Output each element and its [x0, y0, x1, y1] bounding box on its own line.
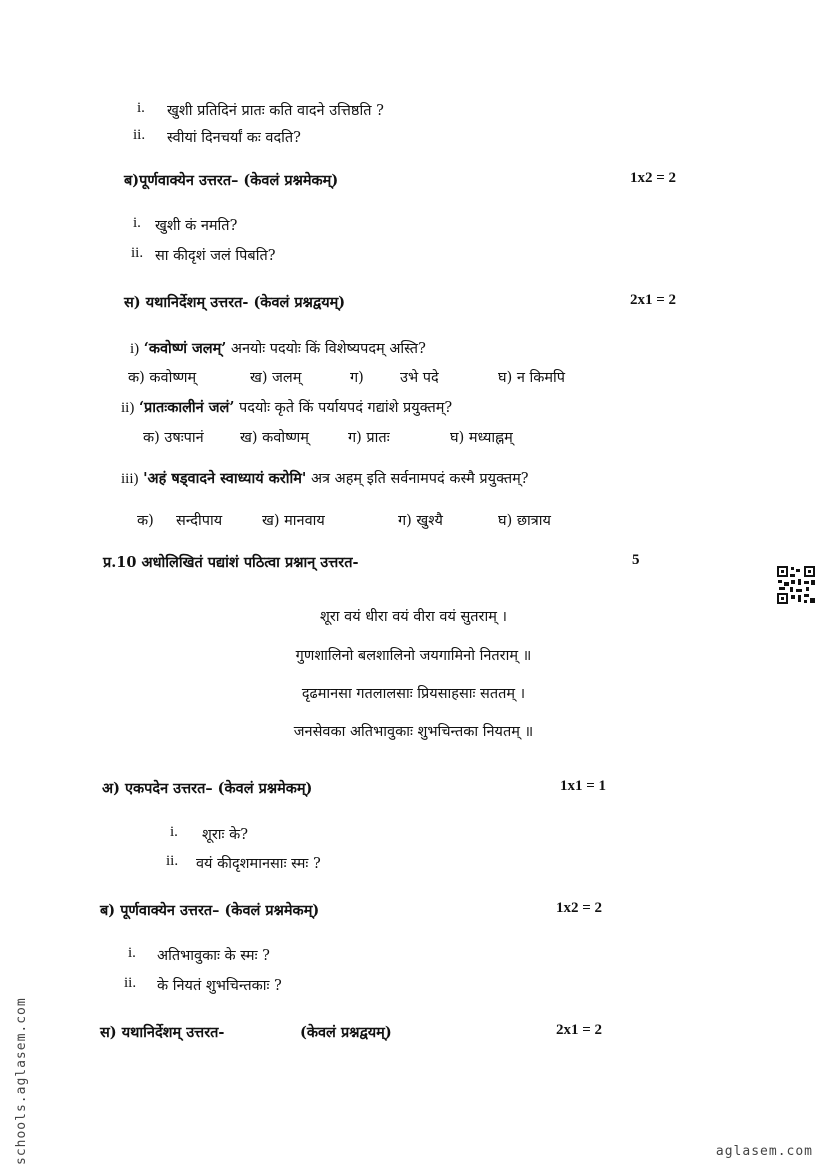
q10-b-i-text: अतिभावुकाः के स्मः ? [157, 948, 270, 964]
q9-s-q3-option-c: ग) खुश्यै [398, 513, 443, 529]
q9-s-question-3 [121, 468, 529, 488]
q10-a-heading: अ) एकपदेन उत्तरत– (केवलं प्रश्नमेकम्) [102, 780, 313, 797]
q9-s-q2-option-c: ग) प्रातः [348, 430, 390, 446]
q9-s-q3-option-d: घ) छात्राय [498, 513, 551, 529]
q9-s-q1-option-c-text: उभे पदे [400, 370, 439, 386]
q9-s-q1-number: i) [130, 341, 140, 357]
q9-s-q1-option-c: ग) [350, 370, 364, 386]
q9-b-i-number: i. [133, 215, 141, 231]
q9-s-q3-rest: अत्र अहम् इति सर्वनामपदं कस्मै प्रयुक्तम्? [306, 471, 529, 487]
q9-s-q3-option-a-text: सन्दीपाय [176, 513, 223, 529]
q9-s-q2-bold: ‘प्रातःकालीनं जलं’ [138, 399, 235, 416]
verse-line-3: दृढमानसा गतलालसाः प्रियसाहसाः सततम् । [301, 686, 526, 702]
q9-prev-i-text: खुशी प्रतिदिनं प्रातः कति वादने उत्तिष्ठति ? [167, 103, 384, 119]
q9-prev-ii-number: ii. [133, 127, 146, 143]
q9-s-heading: स) यथानिर्देशम् उत्तरत- (केवलं प्रश्नद्वयम्) [124, 294, 346, 311]
q9-b-ii-number: ii. [131, 245, 144, 261]
qr-code-icon [776, 565, 816, 605]
verse-line-4: जनसेवका अतिभावुकाः शुभचिन्तका नियतम् ॥ [293, 724, 534, 740]
q9-s-q2-number: ii) [121, 400, 135, 416]
q9-s-question-2 [121, 397, 452, 417]
q9-s-q2-option-d: घ) मध्याह्नम् [450, 430, 513, 446]
verse-line-2: गुणशालिनो बलशालिनो जयगामिनो नितराम् ॥ [295, 648, 532, 664]
q9-s-q2-rest: पदयोः कृते किं पर्यायपदं गद्यांशे प्रयुक्तम्? [234, 400, 453, 416]
q9-b-marks: 1x2 = 2 [630, 170, 677, 186]
q10-a-ii-number: ii. [166, 853, 179, 869]
q9-s-q2-option-a: क) उषःपानं [143, 430, 204, 446]
q10-s-heading: स) यथानिर्देशम् उत्तरत- [100, 1024, 225, 1041]
q10-s-heading-note: (केवलं प्रश्नद्वयम्) [300, 1024, 392, 1041]
corner-watermark: aglasem.com [715, 1144, 813, 1159]
q10-b-heading: ब) पूर्णवाक्येन उत्तरत– (केवलं प्रश्नमेकम्) [100, 902, 320, 919]
q9-s-q1-option-d: घ) न किमपि [498, 370, 566, 386]
q9-b-i-text: खुशी कं नमति? [155, 218, 238, 234]
q9-prev-i-number: i. [137, 100, 145, 116]
q10-a-ii-text: वयं कीदृशमानसाः स्मः ? [196, 856, 321, 872]
q10-a-marks: 1x1 = 1 [560, 778, 607, 794]
q9-s-q3-option-b: ख) मानवाय [262, 513, 325, 529]
q9-s-q1-rest: अनयोः पदयोः किं विशेष्यपदम् अस्ति? [226, 341, 426, 357]
q10-a-i-number: i. [170, 824, 178, 840]
q9-s-q3-number: iii) [121, 471, 139, 487]
q9-s-q1-option-a: क) कवोष्णम् [128, 370, 197, 386]
side-watermark: schools.aglasem.com [14, 997, 29, 1165]
q10-heading: प्र.10 अधोलिखितं पद्यांशं पठित्वा प्रश्नान् उत्तरत- [103, 554, 359, 571]
verse-line-1: शूरा वयं धीरा वयं वीरा वयं सुतराम् । [319, 609, 507, 625]
q9-s-q2-option-b: ख) कवोष्णम् [240, 430, 309, 446]
q9-b-ii-text: सा कीदृशं जलं पिबति? [155, 248, 276, 264]
q9-s-q3-bold: 'अहं षड्वादने स्वाध्यायं करोमि' [143, 470, 307, 487]
q10-b-marks: 1x2 = 2 [556, 900, 603, 916]
q10-b-i-number: i. [128, 945, 136, 961]
q10-marks: 5 [632, 552, 640, 568]
q9-s-q1-option-b: ख) जलम् [250, 370, 302, 386]
q10-a-i-text: शूराः के? [202, 827, 248, 843]
q9-s-q3-option-a: क) [137, 513, 154, 529]
q9-prev-ii-text: स्वीयां दिनचर्यां कः वदति? [167, 130, 301, 146]
q9-s-q1-bold: ‘कवोष्णं जलम्’ [143, 340, 227, 357]
q10-b-ii-text: के नियतं शुभचिन्तकाः ? [157, 978, 282, 994]
q9-b-heading: ब)पूर्णवाक्येन उत्तरत– (केवलं प्रश्नमेकम्) [124, 172, 339, 189]
q9-s-question-1 [130, 338, 426, 358]
q10-b-ii-number: ii. [124, 975, 137, 991]
q10-s-marks: 2x1 = 2 [556, 1022, 603, 1038]
q9-s-marks: 2x1 = 2 [630, 292, 677, 308]
